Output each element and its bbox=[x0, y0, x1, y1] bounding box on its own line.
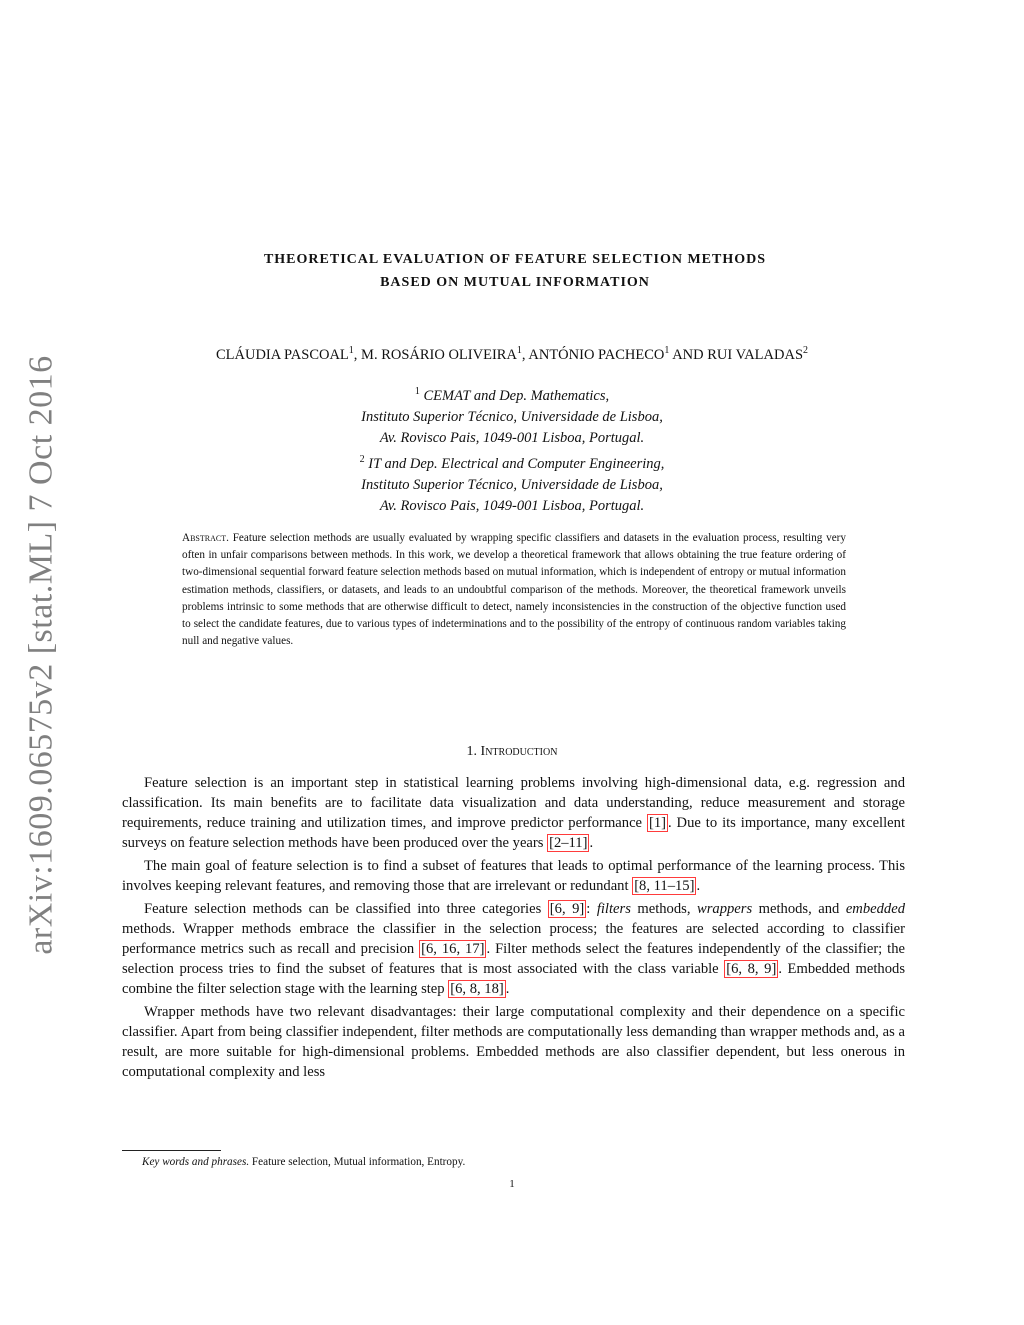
author-3: ANTÓNIO PACHECO bbox=[528, 346, 665, 363]
section-heading bbox=[120, 744, 904, 760]
citation-link[interactable]: [6, 8, 18] bbox=[450, 981, 504, 997]
arxiv-watermark bbox=[22, 355, 62, 955]
paper-title bbox=[150, 248, 880, 294]
citation-link[interactable]: [2–11] bbox=[549, 835, 588, 851]
paragraph-4 bbox=[122, 1002, 905, 1082]
text-run: methods, bbox=[630, 901, 697, 917]
text-run: . bbox=[696, 878, 701, 894]
author-separator: , bbox=[353, 346, 362, 363]
title-line-2: BASED ON MUTUAL INFORMATION bbox=[380, 275, 650, 290]
footnote-label: Key words and phrases. bbox=[142, 1156, 250, 1168]
author-4: RUI VALADAS bbox=[707, 346, 804, 363]
author-and: AND bbox=[669, 346, 708, 363]
citation-link[interactable]: [1] bbox=[648, 815, 666, 831]
text-run: Wrapper methods have two relevant disadvantages: their large computational complexity and their dependence on a specific classifier. Apart from being classifier independent, filter methods are computationally less demanding than wrapper methods and, as a result, are more suitable for high-dimensional problems. Embedded methods are also classifier dependent, but less onerous in computational complexity and less bbox=[122, 1004, 905, 1080]
text-run: Feature selection methods can be classified into three categories bbox=[144, 901, 548, 917]
author-list bbox=[120, 345, 904, 364]
body-text bbox=[122, 773, 905, 1085]
author-separator: , bbox=[521, 346, 529, 363]
paragraph-2 bbox=[122, 856, 905, 896]
section-title: Introduction bbox=[480, 744, 558, 759]
paragraph-1 bbox=[122, 773, 905, 853]
author-2: M. ROSÁRIO OLIVEIRA bbox=[361, 346, 517, 363]
affiliation-1-line-3: Av. Rovisco Pais, 1049-001 Lisboa, Portugal. bbox=[379, 429, 645, 446]
text-run: . bbox=[505, 981, 510, 997]
affiliation-2-mark: 2 bbox=[359, 453, 365, 465]
section-number: 1. bbox=[466, 744, 478, 759]
footnote-text: Feature selection, Mutual information, Entropy. bbox=[249, 1156, 466, 1168]
affiliation-2-line-2: Instituto Superior Técnico, Universidade de Lisboa, bbox=[361, 476, 663, 493]
text-run: methods, and bbox=[752, 901, 846, 917]
title-line-1: THEORETICAL EVALUATION OF FEATURE SELECTION METHODS bbox=[263, 252, 767, 267]
author-3-mark: 1 bbox=[664, 345, 670, 356]
affiliation-1-line-2: Instituto Superior Técnico, Universidade de Lisboa, bbox=[361, 408, 663, 425]
text-run: . Filter methods select the features independently of the classifier; the selection process tries to find the subset of features that is most associated with the class variable bbox=[122, 941, 905, 977]
emphasis-filters: filters bbox=[596, 901, 631, 917]
author-1-mark: 1 bbox=[348, 345, 354, 356]
page-number: 1 bbox=[509, 1178, 515, 1190]
affiliation-2-line-3: Av. Rovisco Pais, 1049-001 Lisboa, Portugal. bbox=[379, 497, 645, 514]
citation-link[interactable]: [8, 11–15] bbox=[634, 878, 695, 894]
text-run: . Embedded methods combine the filter selection stage with the learning step bbox=[122, 961, 905, 997]
abstract-label: Abstract. bbox=[182, 532, 229, 544]
text-run: The main goal of feature selection is to find a subset of features that leads to optimal performance of the learning process. This involves keeping relevant features, and removing those that are irrelevant or redundant bbox=[122, 858, 905, 894]
affiliation-2-line-1 bbox=[220, 449, 804, 475]
text-run: . bbox=[589, 835, 594, 851]
text-run: Feature selection is an important step in statistical learning problems involving high-dimensional data, e.g. regression and classification. Its main benefits are to facilitate data visualization and data understanding, reduce measurement and storage requirements, reduce training and utilization times, and improve predictor performance bbox=[122, 775, 905, 831]
citation-link[interactable]: [6, 8, 9] bbox=[726, 961, 777, 977]
author-1: CLÁUDIA PASCOAL bbox=[215, 346, 349, 363]
text-run: : bbox=[586, 901, 597, 917]
author-2-mark: 1 bbox=[516, 345, 522, 356]
affiliation-1-mark: 1 bbox=[414, 386, 420, 397]
abstract bbox=[182, 530, 846, 650]
footnote-rule bbox=[122, 1150, 221, 1151]
affiliation-2-dept: IT and Dep. Electrical and Computer Engineering, bbox=[368, 455, 665, 472]
abstract-text: Feature selection methods are usually evaluated by wrapping specific classifiers and datasets in the evaluation process, resulting very often in unfair comparisons between methods. In this work, we develop a theoretical framework that allows obtaining the true feature ordering of two-dimensional sequential forward feature selection methods based on mutual information, which is independent of entropy or mutual information estimation methods, classifiers, or datasets, and leads to an undoubtful comparison of the methods. Moreover, the theoretical framework unveils problems intrinsic to some methods that are otherwise difficult to detect, namely inconsistencies in the construction of the objective function used to select the candidate features, due to various types of indeterminations and to the possibility of the entropy of continuous random variables taking null and negative values. bbox=[182, 532, 846, 648]
affiliation-1-line-1 bbox=[220, 381, 804, 407]
text-run: . Due to its importance, many excellent surveys on feature selection methods have been produced over the years bbox=[122, 815, 905, 851]
citation-link[interactable]: [6, 9] bbox=[549, 901, 585, 917]
arxiv-id-text: arXiv:1609.06575v2 [stat.ML] 7 Oct 2016 bbox=[23, 355, 60, 955]
footnote bbox=[142, 1156, 465, 1168]
paragraph-3 bbox=[122, 899, 905, 999]
text-run: methods. Wrapper methods embrace the classifier in the selection process; the features are selected according to classifier performance metrics such as recall and precision bbox=[122, 921, 905, 957]
affiliation-1-dept: CEMAT and Dep. Mathematics, bbox=[423, 387, 610, 404]
emphasis-embedded: embedded bbox=[845, 901, 905, 917]
emphasis-wrappers: wrappers bbox=[697, 901, 753, 917]
author-4-mark: 2 bbox=[803, 345, 809, 356]
affiliations bbox=[220, 381, 804, 517]
citation-link[interactable]: [6, 16, 17] bbox=[421, 941, 485, 957]
